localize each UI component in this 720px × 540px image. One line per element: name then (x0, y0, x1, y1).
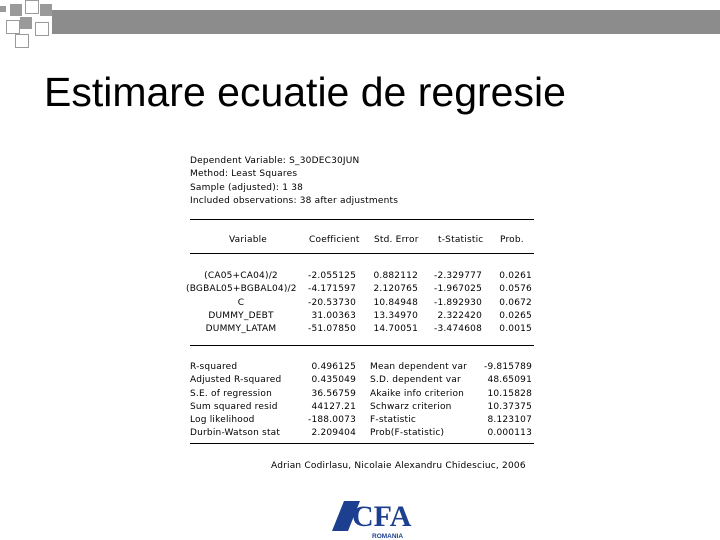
table-cell: -1.892930 (434, 297, 482, 308)
t-statistic-column (424, 270, 482, 336)
stat-value: -188.0073 (308, 415, 356, 426)
stat-value: 8.123107 (487, 415, 532, 426)
table-rule-bottom (190, 443, 534, 444)
stats-right-values (474, 361, 532, 441)
table-cell: -1.967025 (434, 284, 482, 295)
stat-value: -9.815789 (484, 362, 532, 372)
table-cell: (CA05+CA04)/2 (204, 271, 278, 281)
regression-header (190, 155, 398, 208)
stat-label: F-statistic (370, 415, 417, 426)
table-cell: DUMMY_DEBT (208, 310, 274, 321)
sample-line: Sample (adjusted): 1 38 (190, 182, 304, 193)
stat-label: Adjusted R-squared (190, 375, 282, 386)
table-cell: 0.882112 (373, 271, 418, 281)
decorative-squares (0, 0, 60, 50)
stat-value: 36.56759 (311, 388, 356, 399)
square-icon (6, 20, 20, 34)
stat-label: S.E. of regression (190, 388, 272, 399)
table-cell: 0.0672 (499, 297, 532, 308)
square-icon (0, 6, 6, 12)
square-icon (25, 0, 39, 14)
col-header-coefficient: Coefficient (309, 235, 360, 245)
square-icon (20, 17, 32, 29)
variable-column (186, 270, 296, 336)
stat-label: Sum squared resid (190, 401, 278, 412)
square-icon (10, 4, 22, 16)
table-cell: -2.329777 (434, 271, 482, 281)
observations-line: Included observations: 38 after adjustments (190, 195, 399, 206)
stat-label: S.D. dependent var (370, 375, 461, 386)
stat-label: Mean dependent var (370, 362, 468, 372)
cfa-romania-logo (330, 493, 434, 540)
table-cell: (BGBAL05+BGBAL04)/2 (186, 284, 297, 295)
table-cell: 0.0576 (499, 284, 532, 295)
square-icon (40, 4, 52, 16)
col-header-std-error: Std. Error (374, 235, 419, 245)
author-footer: Adrian Codirlasu, Nicolaie Alexandru Chidesciuc, 2006 (271, 461, 526, 471)
stat-label: Schwarz criterion (370, 401, 452, 412)
stats-left-labels (190, 361, 300, 441)
table-cell: 14.70051 (373, 324, 418, 335)
stat-value: 0.435049 (311, 375, 356, 386)
header-bar (52, 10, 720, 34)
coefficient-column (300, 270, 356, 336)
stats-right-labels (370, 361, 480, 441)
method-line: Method: Least Squares (190, 169, 298, 180)
square-icon (15, 34, 29, 48)
stat-value: 10.15828 (487, 388, 532, 399)
stat-value: 48.65091 (487, 375, 532, 386)
std-error-column (364, 270, 418, 336)
table-cell: DUMMY_LATAM (205, 324, 277, 335)
table-cell: 2.120765 (373, 284, 418, 295)
table-cell: 0.0265 (499, 310, 532, 321)
stat-value: 0.496125 (311, 362, 356, 372)
logo-letters: CFA (352, 500, 412, 533)
table-rule-mid (190, 253, 534, 254)
slide-title: Estimare ecuatie de regresie (44, 69, 566, 115)
stat-value: 10.37375 (487, 401, 532, 412)
table-cell: 2.322420 (437, 310, 482, 321)
stat-value: 44127.21 (311, 401, 356, 412)
stat-value: 0.000113 (487, 428, 532, 439)
table-cell: 13.34970 (373, 310, 418, 321)
table-cell: -2.055125 (308, 271, 356, 281)
table-cell: 31.00363 (311, 310, 356, 321)
stat-label: Durbin-Watson stat (190, 428, 281, 439)
prob-column (490, 270, 532, 336)
square-icon (35, 22, 49, 36)
col-header-variable: Variable (229, 235, 268, 245)
table-cell: -3.474608 (434, 324, 482, 335)
table-rule-stats (190, 345, 534, 346)
stat-value: 2.209404 (311, 428, 356, 439)
table-cell: -4.171597 (308, 284, 356, 295)
table-cell: 0.0015 (499, 324, 532, 335)
dependent-variable-line: Dependent Variable: S_30DEC30JUN (190, 156, 360, 166)
stat-label: Akaike info criterion (370, 388, 465, 399)
stats-left-values (300, 361, 356, 441)
logo-subtitle: ROMANIA (372, 533, 404, 540)
col-header-t-statistic: t-Statistic (438, 235, 484, 245)
table-rule-top (190, 219, 534, 220)
stat-label: R-squared (190, 362, 238, 372)
table-cell: 10.84948 (373, 297, 418, 308)
table-cell: -20.53730 (308, 297, 356, 308)
table-cell: C (237, 297, 245, 308)
table-cell: -51.07850 (308, 324, 356, 335)
col-header-prob: Prob. (500, 235, 524, 245)
table-cell: 0.0261 (499, 271, 532, 281)
stat-label: Log likelihood (190, 415, 255, 426)
stat-label: Prob(F-statistic) (370, 428, 445, 439)
